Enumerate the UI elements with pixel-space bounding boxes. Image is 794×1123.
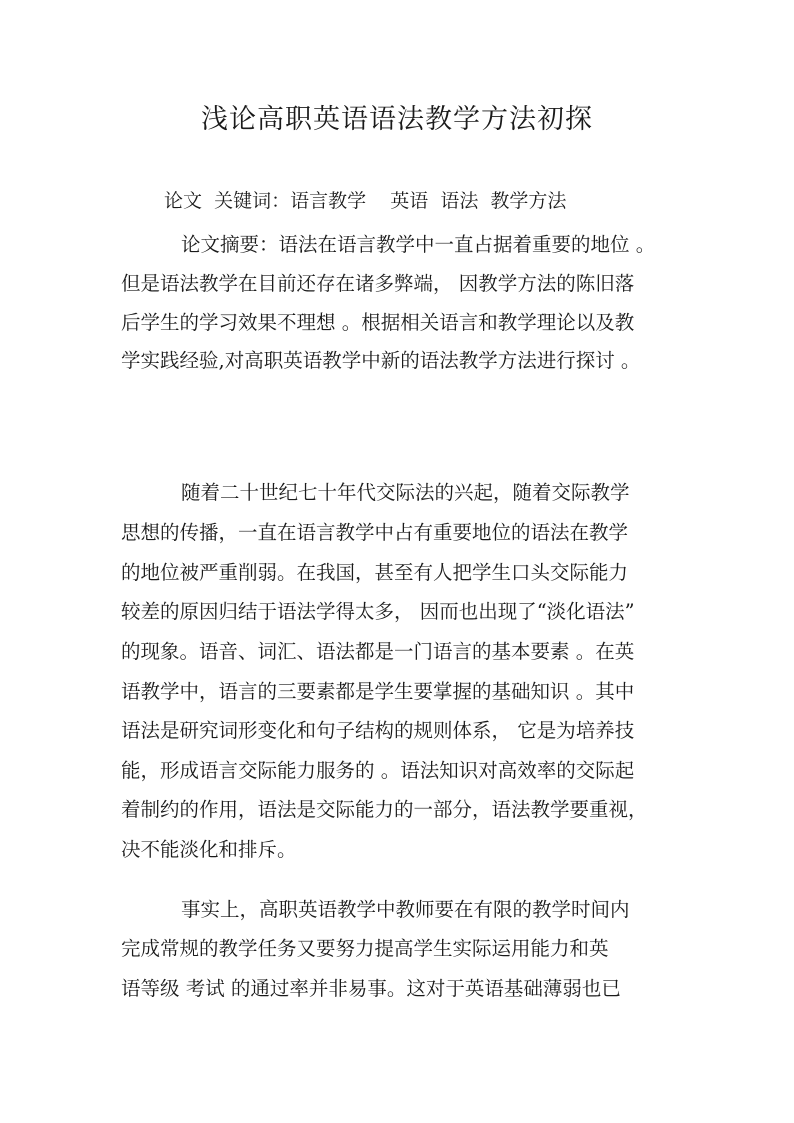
document-title: 浅论高职英语语法教学方法初探 (201, 104, 593, 135)
paragraph-line: 着制约的作用，语法是交际能力的一部分，语法教学要重视， (121, 798, 648, 821)
paragraph-line: 能，形成语言交际能力服务的 。语法知识对高效率的交际起 (121, 759, 635, 782)
abstract-line: 论文摘要：语法在语言教学中一直占据着重要的地位 。 (181, 233, 656, 256)
paragraph-line: 随着二十世纪七十年代交际法的兴起，随着交际教学 (181, 481, 630, 504)
paragraph-line: 事实上，高职英语教学中教师要在有限的教学时间内 (181, 898, 630, 921)
paragraph-line: 语教学中，语言的三要素都是学生要掌握的基础知识 。其中 (121, 680, 635, 703)
paragraph-line: 的地位被严重削弱。在我国，甚至有人把学生口头交际能力 (121, 561, 629, 584)
abstract-line: 学实践经验,对高职英语教学中新的语法教学方法进行探讨 。 (121, 349, 641, 372)
paragraph-line: 的现象。语音、词汇、语法都是一门语言的基本要素 。在英 (121, 640, 635, 663)
paragraph-line: 完成常规的教学任务又要努力提高学生实际运用能力和英 (121, 937, 609, 960)
paragraph-line: 较差的原因归结于语法学得太多， 因而也出现了“淡化语法” (121, 600, 635, 623)
abstract-line: 后学生的学习效果不理想 。根据相关语言和教学理论以及教 (121, 311, 635, 334)
paragraph-line: 决不能淡化和排斥。 (121, 838, 297, 861)
paragraph-line: 思想的传播，一直在语言教学中占有重要地位的语法在教学 (121, 521, 629, 544)
keywords-line: 论文 关键词：语言教学 英语 语法 教学方法 (164, 190, 567, 212)
paragraph-line: 语等级 考试 的通过率并非易事。这对于英语基础薄弱也已 (121, 977, 621, 1000)
paragraph-line: 语法是研究词形变化和句子结构的规则体系， 它是为培养技 (121, 719, 635, 742)
abstract-line: 但是语法教学在目前还存在诸多弊端， 因教学方法的陈旧落 (121, 272, 635, 295)
